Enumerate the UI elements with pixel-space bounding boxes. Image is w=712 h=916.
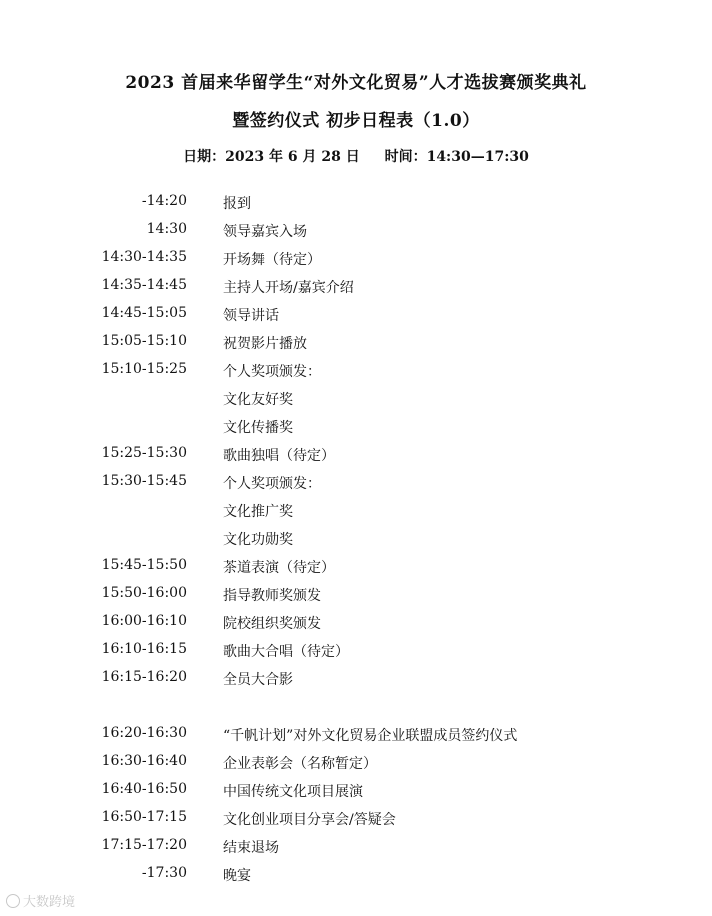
schedule-row [0,358,712,386]
schedule-row [0,330,712,358]
row-time: 15:25-15:30 [101,445,187,461]
row-item: 领导讲话 [223,308,279,324]
schedule-row [0,190,712,218]
row-item: 个人奖项颁发： [223,476,321,492]
row-item: 报到 [223,196,251,212]
row-time: 14:45-15:05 [101,305,187,321]
row-item: 开场舞（待定） [223,252,321,268]
watermark-text: 大数跨境 [23,895,76,910]
row-time: -14:20 [141,193,187,209]
row-time: 16:00-16:10 [101,613,187,629]
row-item: 晚宴 [223,868,251,884]
row-item: 祝贺影片播放 [223,336,307,352]
row-item: 领导嘉宾入场 [223,224,307,240]
row-time: 17:15-17:20 [101,837,187,853]
row-time: 14:30-14:35 [101,249,187,265]
row-time: 16:30-16:40 [101,753,187,769]
row-item: 指导教师奖颁发 [223,588,321,604]
row-item: 企业表彰会（名称暂定） [223,756,377,772]
row-time: 16:50-17:15 [101,809,187,825]
row-item: 文化传播奖 [223,420,293,436]
schedule-row [0,862,712,890]
schedule-row [0,414,712,442]
row-time: 15:50-16:00 [101,585,187,601]
row-item: 主持人开场/嘉宾介绍 [223,280,354,296]
row-time: 16:20-16:30 [101,725,187,741]
schedule-row [0,498,712,526]
row-time: 15:05-15:10 [101,333,187,349]
row-time: 15:10-15:25 [101,361,187,377]
row-time: 16:10-16:15 [101,641,187,657]
row-time: 14:35-14:45 [101,277,187,293]
row-item: 结束退场 [223,840,279,856]
schedule-row [0,442,712,470]
row-time: 15:30-15:45 [101,473,187,489]
row-item: 文化功勋奖 [223,532,293,548]
schedule-row [0,834,712,862]
row-item: “千帆计划”对外文化贸易企业联盟成员签约仪式 [223,728,518,744]
row-time: 16:15-16:20 [101,669,187,685]
row-item: 茶道表演（待定） [223,560,335,576]
row-item: 文化友好奖 [223,392,293,408]
document-subtitle: 暨签约仪式 初步日程表（1.0） [232,111,480,131]
watermark-logo-icon [6,894,20,908]
document-title: 2023 首届来华留学生“对外文化贸易”人才选拔赛颁奖典礼 [125,73,587,93]
schedule-row [0,246,712,274]
schedule-row [0,666,712,694]
schedule-row [0,470,712,498]
row-item: 歌曲独唱（待定） [223,448,335,464]
schedule-row [0,750,712,778]
event-time: 时间：14:30—17:30 [384,149,529,165]
row-item: 全员大合影 [223,672,293,688]
schedule-list [0,190,712,890]
schedule-row [0,638,712,666]
schedule-row [0,526,712,554]
row-time: 15:45-15:50 [101,557,187,573]
schedule-row [0,274,712,302]
schedule-row [0,302,712,330]
row-item: 中国传统文化项目展演 [223,784,363,800]
row-item: 文化创业项目分享会/答疑会 [223,812,396,828]
row-time: 14:30 [146,221,187,237]
schedule-row [0,554,712,582]
schedule-row [0,778,712,806]
schedule-row [0,218,712,246]
row-time: 16:40-16:50 [101,781,187,797]
schedule-row [0,806,712,834]
event-date: 日期：2023 年 6 月 28 日 [183,149,360,165]
watermark [6,891,75,910]
schedule-row [0,722,712,750]
row-time: -17:30 [141,865,187,881]
schedule-row [0,610,712,638]
row-item: 歌曲大合唱（待定） [223,644,349,660]
date-time-line [0,146,712,166]
row-item: 个人奖项颁发： [223,364,321,380]
row-item: 院校组织奖颁发 [223,616,321,632]
row-item: 文化推广奖 [223,504,293,520]
schedule-row [0,386,712,414]
schedule-row [0,582,712,610]
